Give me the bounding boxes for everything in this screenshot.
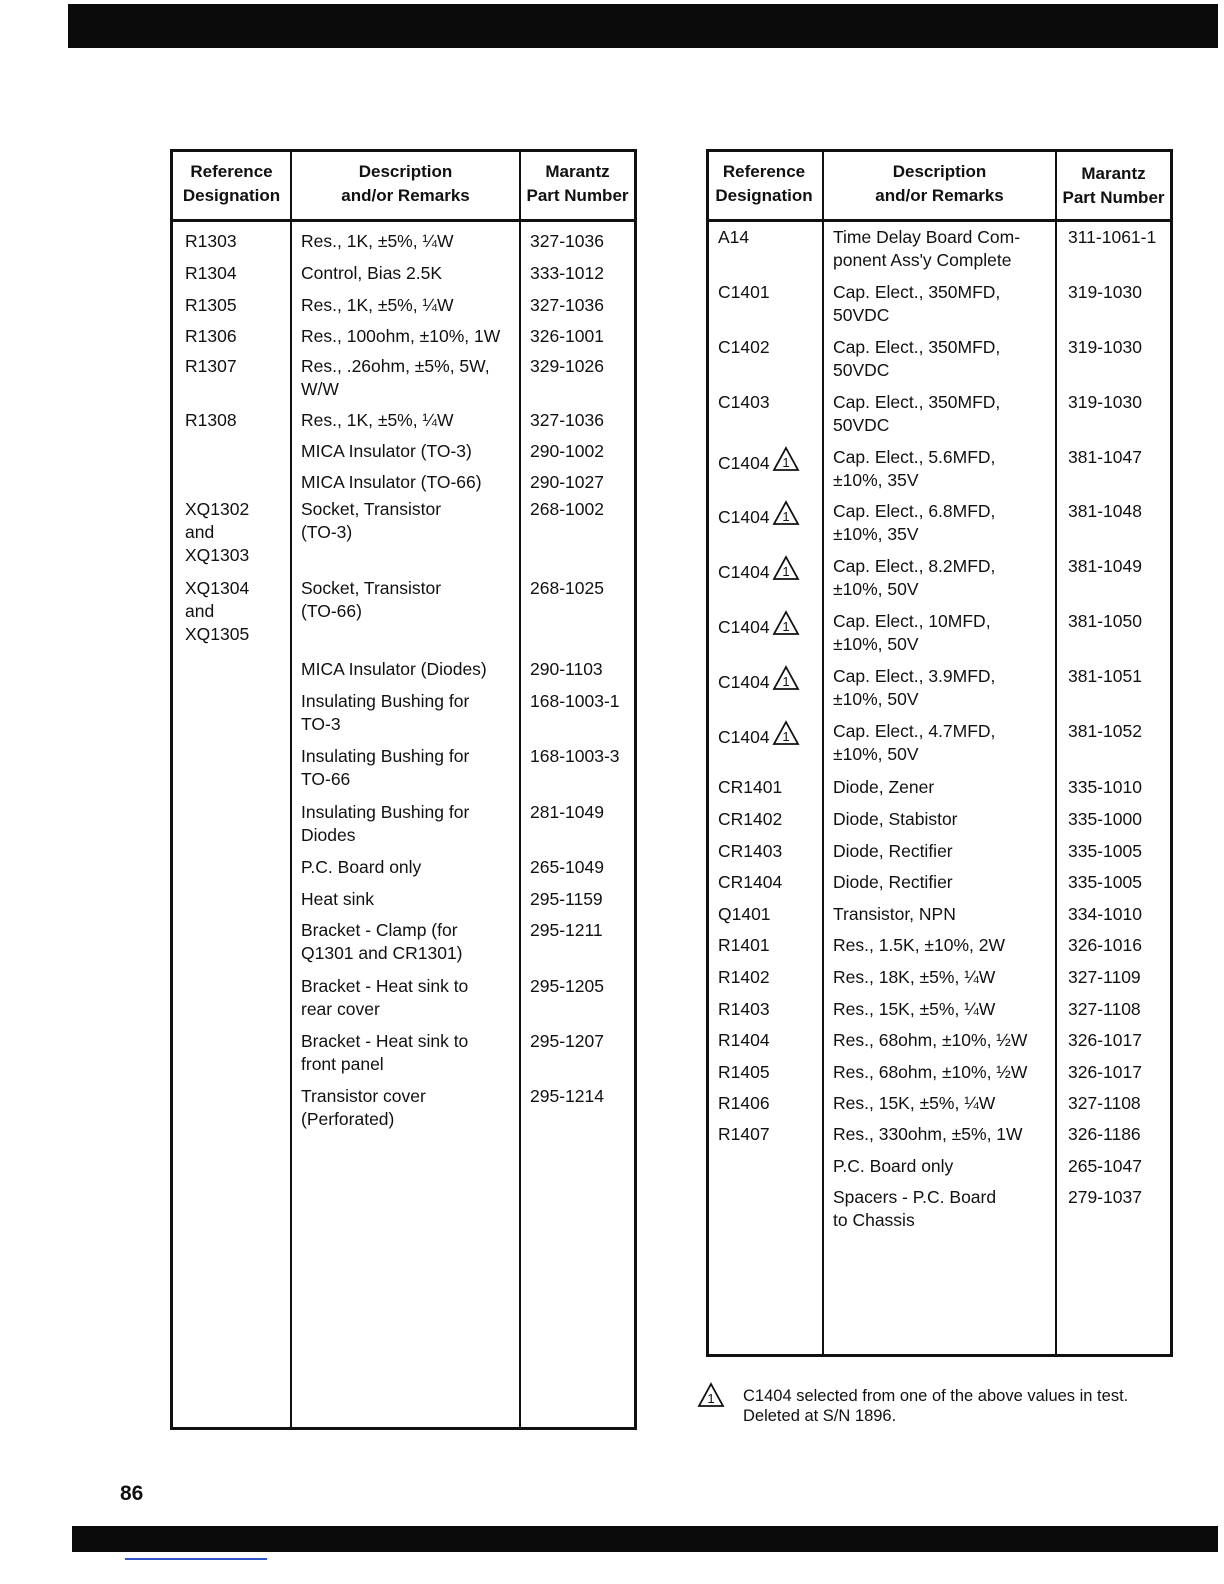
left-part-cell: 295-1214 <box>530 1086 604 1106</box>
left-desc-cell: Res., .26ohm, ±5%, 5W, W/W <box>301 356 490 399</box>
left-part-cell: 281-1049 <box>530 802 604 822</box>
left-part-cell: 265-1049 <box>530 857 604 877</box>
left-desc-cell: Insulating Bushing for Diodes <box>301 802 470 845</box>
right-desc-cell: Cap. Elect., 6.8MFD, ±10%, 35V <box>833 501 996 544</box>
right-ref-cell: CR1401 <box>718 777 783 797</box>
right-ref-cell: C1404 1 <box>718 500 800 529</box>
left-part-cell: 295-1211 <box>530 920 603 940</box>
right-part-cell: 381-1049 <box>1068 556 1142 576</box>
right-ref-cell: CR1404 <box>718 872 783 892</box>
right-desc-cell: Res., 68ohm, ±10%, ½W <box>833 1030 1028 1050</box>
blue-underline <box>125 1558 267 1560</box>
right-ref-cell: C1404 1 <box>718 665 800 694</box>
right-ref-cell: R1403 <box>718 999 770 1019</box>
left-ref-cell: XQ1302 and XQ1303 <box>185 499 250 565</box>
left-desc-cell: Res., 1K, ±5%, ¼W <box>301 231 454 251</box>
left-desc-cell: Bracket - Clamp (for Q1301 and CR1301) <box>301 920 463 963</box>
footnote-text: C1404 selected from one of the above values in test. Deleted at S/N 1896. <box>743 1387 1129 1425</box>
warning-triangle-number: 1 <box>781 509 790 524</box>
right-part-cell: 327-1109 <box>1068 967 1141 987</box>
right-ref-cell: CR1403 <box>718 841 783 861</box>
warning-triangle-icon <box>772 720 800 746</box>
right-part-cell: 335-1010 <box>1068 777 1142 797</box>
warning-triangle-icon <box>772 500 800 526</box>
right-desc-cell: Cap. Elect., 4.7MFD, ±10%, 50V <box>833 721 996 764</box>
warning-triangle-icon <box>697 1382 725 1408</box>
right-ref-cell: R1407 <box>718 1124 770 1144</box>
right-desc-cell: Res., 68ohm, ±10%, ½W <box>833 1062 1028 1082</box>
left-desc-cell: Transistor cover (Perforated) <box>301 1086 426 1129</box>
left-ref-cell: R1308 <box>185 410 237 430</box>
left-part-cell: 327-1036 <box>530 231 604 251</box>
right-ref-cell: R1404 <box>718 1030 770 1050</box>
left-header-ref: Reference Designation <box>182 162 281 205</box>
left-part-cell: 327-1036 <box>530 295 604 315</box>
left-ref-cell: XQ1304 and XQ1305 <box>185 578 250 644</box>
right-part-cell: 319-1030 <box>1068 337 1142 357</box>
right-ref-cell: C1404 1 <box>718 720 800 749</box>
left-part-cell: 290-1027 <box>530 472 604 492</box>
left-part-cell: 290-1103 <box>530 659 603 679</box>
right-ref-cell: C1401 <box>718 282 770 302</box>
right-desc-cell: Diode, Zener <box>833 777 935 797</box>
left-part-cell: 168-1003-1 <box>530 691 620 711</box>
left-part-cell: 295-1207 <box>530 1031 604 1051</box>
left-part-cell: 333-1012 <box>530 263 604 283</box>
right-header-ref: Reference Designation <box>715 162 813 205</box>
left-desc-cell: Res., 1K, ±5%, ¼W <box>301 410 454 430</box>
right-ref-cell: A14 <box>718 227 750 247</box>
right-desc-cell: Res., 15K, ±5%, ¼W <box>833 1093 996 1113</box>
right-ref-cell: R1401 <box>718 935 770 955</box>
right-part-cell: 381-1052 <box>1068 721 1142 741</box>
right-part-cell: 381-1048 <box>1068 501 1142 521</box>
right-part-cell: 381-1050 <box>1068 611 1142 631</box>
right-desc-cell: Res., 18K, ±5%, ¼W <box>833 967 996 987</box>
left-part-cell: 295-1159 <box>530 889 603 909</box>
right-desc-cell: Cap. Elect., 3.9MFD, ±10%, 50V <box>833 666 996 709</box>
warning-triangle-number: 1 <box>781 674 790 689</box>
right-ref-cell: R1405 <box>718 1062 770 1082</box>
left-part-cell: 295-1205 <box>530 976 604 996</box>
right-desc-cell: Time Delay Board Com- ponent Ass'y Complete <box>833 227 1021 270</box>
right-part-cell: 334-1010 <box>1068 904 1142 924</box>
left-ref-cell: R1307 <box>185 356 237 376</box>
right-header-part: Marantz Part Number <box>1062 164 1165 207</box>
right-part-cell: 265-1047 <box>1068 1156 1142 1176</box>
right-ref-cell: C1404 1 <box>718 610 800 639</box>
bottom-black-bar <box>72 1526 1218 1552</box>
left-parts-table <box>170 149 637 1430</box>
right-desc-cell: Cap. Elect., 5.6MFD, ±10%, 35V <box>833 447 996 490</box>
right-part-cell: 326-1017 <box>1068 1030 1142 1050</box>
warning-triangle-icon <box>772 665 800 691</box>
right-desc-cell: Spacers - P.C. Board to Chassis <box>833 1187 997 1230</box>
left-part-cell: 268-1002 <box>530 499 604 519</box>
left-ref-cell: R1303 <box>185 231 237 251</box>
right-part-cell: 311-1061-1 <box>1068 227 1157 247</box>
right-ref-cell: C1404 1 <box>718 555 800 584</box>
right-ref-cell: C1404 1 <box>718 446 800 475</box>
right-part-cell: 381-1051 <box>1068 666 1142 686</box>
left-desc-cell: Res., 100ohm, ±10%, 1W <box>301 326 501 346</box>
left-part-cell: 327-1036 <box>530 410 604 430</box>
left-part-cell: 168-1003-3 <box>530 746 620 766</box>
right-part-cell: 335-1000 <box>1068 809 1142 829</box>
warning-triangle-icon <box>772 555 800 581</box>
left-desc-cell: Res., 1K, ±5%, ¼W <box>301 295 454 315</box>
left-desc-cell: MICA Insulator (Diodes) <box>301 659 487 679</box>
right-part-cell: 326-1186 <box>1068 1124 1141 1144</box>
left-part-cell: 290-1002 <box>530 441 604 461</box>
left-ref-cell: R1306 <box>185 326 237 346</box>
left-header-desc: Description and/or Remarks <box>341 162 470 205</box>
warning-triangle-number: 1 <box>781 619 790 634</box>
right-desc-cell: Cap. Elect., 10MFD, ±10%, 50V <box>833 611 991 654</box>
left-desc-cell: P.C. Board only <box>301 857 422 877</box>
left-desc-cell: Bracket - Heat sink to rear cover <box>301 976 469 1019</box>
right-part-cell: 319-1030 <box>1068 392 1142 412</box>
right-part-cell: 326-1016 <box>1068 935 1142 955</box>
right-part-cell: 327-1108 <box>1068 999 1141 1019</box>
right-ref-cell: C1402 <box>718 337 770 357</box>
left-desc-cell: Bracket - Heat sink to front panel <box>301 1031 469 1074</box>
right-desc-cell: Res., 330ohm, ±5%, 1W <box>833 1124 1023 1144</box>
left-desc-cell: Insulating Bushing for TO-3 <box>301 691 470 734</box>
right-ref-cell: Q1401 <box>718 904 771 924</box>
left-part-cell: 326-1001 <box>530 326 604 346</box>
right-desc-cell: Cap. Elect., 8.2MFD, ±10%, 50V <box>833 556 996 599</box>
right-ref-cell: CR1402 <box>718 809 783 829</box>
right-ref-cell: R1402 <box>718 967 770 987</box>
warning-triangle-icon <box>772 610 800 636</box>
right-desc-cell: Res., 15K, ±5%, ¼W <box>833 999 996 1019</box>
left-desc-cell: Control, Bias 2.5K <box>301 263 443 283</box>
right-part-cell: 335-1005 <box>1068 872 1142 892</box>
left-desc-cell: Socket, Transistor (TO-66) <box>301 578 442 621</box>
left-header-part: Marantz Part Number <box>526 162 629 205</box>
warning-triangle-icon <box>772 446 800 472</box>
right-desc-cell: Diode, Rectifier <box>833 841 953 861</box>
right-desc-cell: Cap. Elect., 350MFD, 50VDC <box>833 392 1001 435</box>
left-desc-cell: MICA Insulator (TO-3) <box>301 441 472 461</box>
right-parts-table <box>706 149 1173 1357</box>
right-desc-cell: Diode, Stabistor <box>833 809 958 829</box>
warning-triangle-number: 1 <box>781 564 790 579</box>
right-part-cell: 279-1037 <box>1068 1187 1142 1207</box>
right-desc-cell: Res., 1.5K, ±10%, 2W <box>833 935 1006 955</box>
left-desc-cell: Socket, Transistor (TO-3) <box>301 499 442 542</box>
warning-triangle-number: 1 <box>707 1391 715 1406</box>
right-ref-cell: C1403 <box>718 392 770 412</box>
warning-triangle-number: 1 <box>781 455 790 470</box>
top-black-bar <box>68 4 1218 48</box>
right-desc-cell: Diode, Rectifier <box>833 872 953 892</box>
left-ref-cell: R1305 <box>185 295 237 315</box>
left-desc-cell: Heat sink <box>301 889 374 909</box>
right-desc-cell: Cap. Elect., 350MFD, 50VDC <box>833 282 1001 325</box>
right-part-cell: 326-1017 <box>1068 1062 1142 1082</box>
right-desc-cell: Transistor, NPN <box>833 904 956 924</box>
left-part-cell: 268-1025 <box>530 578 604 598</box>
right-part-cell: 319-1030 <box>1068 282 1142 302</box>
page-number: 86 <box>120 1482 144 1505</box>
warning-triangle-number: 1 <box>781 729 790 744</box>
left-part-cell: 329-1026 <box>530 356 604 376</box>
right-part-cell: 327-1108 <box>1068 1093 1141 1113</box>
right-part-cell: 335-1005 <box>1068 841 1142 861</box>
right-header-desc: Description and/or Remarks <box>875 162 1004 205</box>
left-ref-cell: R1304 <box>185 263 237 283</box>
left-desc-cell: MICA Insulator (TO-66) <box>301 472 482 492</box>
right-part-cell: 381-1047 <box>1068 447 1142 467</box>
right-ref-cell: R1406 <box>718 1093 770 1113</box>
right-desc-cell: P.C. Board only <box>833 1156 954 1176</box>
right-desc-cell: Cap. Elect., 350MFD, 50VDC <box>833 337 1001 380</box>
left-desc-cell: Insulating Bushing for TO-66 <box>301 746 470 789</box>
